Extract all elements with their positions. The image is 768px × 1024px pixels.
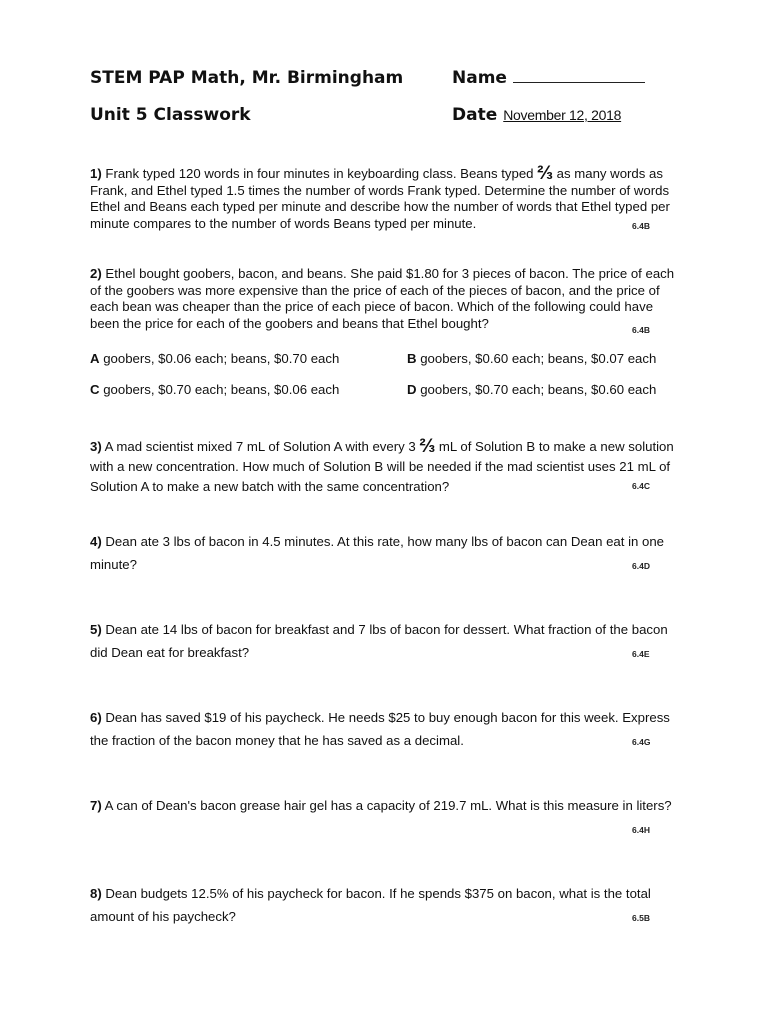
question-5 (90, 619, 678, 664)
date-value: November 12, 2018 (503, 107, 622, 123)
question-number: 7) (90, 798, 102, 813)
question-number: 4) (90, 534, 102, 549)
question-text: Dean has saved $19 of his paycheck. He needs $25 to buy enough bacon for this week. Express the fraction of the bacon money that he has saved as a decimal. (90, 710, 670, 748)
question-text: Ethel bought goobers, bacon, and beans. She paid $1.80 for 3 pieces of bacon. The price of each of the goobers was more expensive than the price of each of the pieces of bacon, and the price of each bean was cheaper than the price of each piece of bacon. Which of the following could have been the price for each of the goobers and beans that Ethel bought? (90, 266, 675, 331)
question-text: Dean budgets 12.5% of his paycheck for bacon. If he spends $375 on bacon, what is the total amount of his paycheck? (90, 886, 651, 924)
question-number: 8) (90, 886, 102, 901)
name-label: Name (452, 68, 507, 88)
question-text: mL of Solution B to make a new solution with a new concentration. How much of Solution B will be needed if the mad scientist uses 21 mL of Solution A to make a new batch with the same concentration? (90, 439, 674, 494)
standard-code: 6.4E (632, 649, 650, 659)
choice-text: goobers, $0.70 each; beans, $0.60 each (416, 382, 657, 397)
question-1 (90, 163, 678, 232)
question-8 (90, 883, 678, 928)
answer-choice-d (407, 382, 656, 397)
question-text: A mad scientist mixed 7 mL of Solution A with every 3 (101, 439, 420, 454)
question-number: 5) (90, 622, 102, 637)
question-2 (90, 266, 678, 332)
answer-choice-a (90, 351, 339, 366)
standard-code: 6.4B (632, 221, 650, 231)
answer-choice-b (407, 351, 656, 366)
question-text: Dean ate 14 lbs of bacon for breakfast and 7 lbs of bacon for dessert. What fraction of the bacon did Dean eat for breakfast? (90, 622, 668, 660)
standard-code: 6.4C (632, 481, 650, 491)
question-text: as many words as Frank, and Ethel typed 1.5 times the number of words Frank typed. Determine the number of words Ethel and Beans each typed per minute and describe how the number of words that Ethel typed per minute compares to the number of words Beans typed per minute. (90, 166, 670, 231)
question-3 (90, 437, 678, 497)
question-text: Dean ate 3 lbs of bacon in 4.5 minutes. At this rate, how many lbs of bacon can Dean eat in one minute? (90, 534, 665, 572)
date-label: Date (452, 105, 498, 125)
question-6 (90, 707, 678, 752)
choice-letter: D (407, 382, 417, 397)
choice-letter: C (90, 382, 100, 397)
standard-code: 6.4H (632, 825, 650, 835)
fraction-two-thirds: ⅔ (419, 436, 436, 457)
name-blank-line (513, 68, 645, 83)
question-number: 6) (90, 710, 102, 725)
standard-code: 6.4B (632, 325, 650, 335)
name-field (452, 68, 645, 88)
question-text: Frank typed 120 words in four minutes in keyboarding class. Beans typed (101, 166, 538, 181)
choice-letter: B (407, 351, 417, 366)
standard-code: 6.5B (632, 913, 650, 923)
choice-text: goobers, $0.60 each; beans, $0.07 each (416, 351, 657, 366)
question-number: 3) (90, 439, 102, 454)
fraction-two-thirds: ⅔ (537, 163, 554, 184)
choice-letter: A (90, 351, 100, 366)
question-number: 1) (90, 166, 102, 181)
choice-text: goobers, $0.70 each; beans, $0.06 each (99, 382, 340, 397)
standard-code: 6.4G (632, 737, 651, 747)
answer-choice-c (90, 382, 339, 397)
question-7 (90, 795, 678, 818)
date-field (452, 105, 621, 125)
standard-code: 6.4D (632, 561, 650, 571)
question-text: A can of Dean's bacon grease hair gel has a capacity of 219.7 mL. What is this measure in liters? (101, 798, 672, 813)
unit-title: Unit 5 Classwork (90, 105, 251, 125)
course-title: STEM PAP Math, Mr. Birmingham (90, 68, 404, 88)
choice-text: goobers, $0.06 each; beans, $0.70 each (99, 351, 340, 366)
question-4 (90, 531, 678, 576)
question-number: 2) (90, 266, 102, 281)
